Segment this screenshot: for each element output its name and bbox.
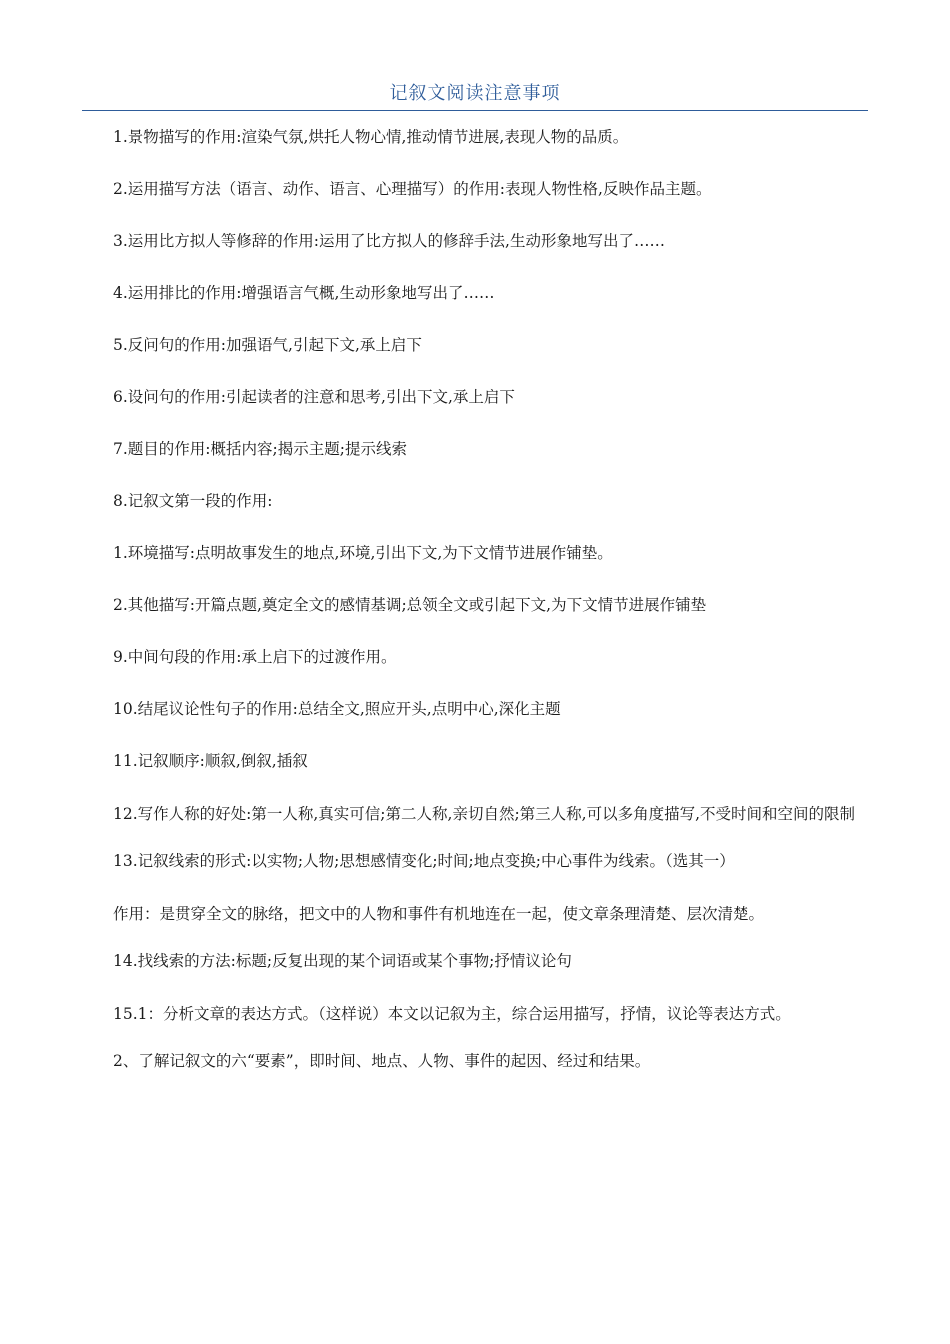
paragraph: 3.运用比方拟人等修辞的作用:运用了比方拟人的修辞手法,生动形象地写出了…… bbox=[113, 232, 665, 250]
paragraph: 作用：是贯穿全文的脉络，把文中的人物和事件有机地连在一起，使文章条理清楚、层次清楚。 bbox=[113, 905, 765, 923]
paragraph: 13.记叙线索的形式:以实物;人物;思想感情变化;时间;地点变换;中心事件为线索。（选其一） bbox=[113, 852, 735, 870]
page-header bbox=[82, 80, 868, 111]
paragraph: 7.题目的作用:概括内容;揭示主题;提示线索 bbox=[113, 440, 407, 458]
paragraph: 2、了解记叙文的六“要素”，即时间、地点、人物、事件的起因、经过和结果。 bbox=[113, 1052, 651, 1070]
paragraph: 14.找线索的方法:标题;反复出现的某个词语或某个事物;抒情议论句 bbox=[113, 952, 572, 970]
paragraph: 11.记叙顺序:顺叙,倒叙,插叙 bbox=[113, 752, 308, 770]
paragraph: 5.反问句的作用:加强语气,引起下文,承上启下 bbox=[113, 336, 422, 354]
paragraph: 1.景物描写的作用:渲染气氛,烘托人物心情,推动情节进展,表现人物的品质。 bbox=[113, 128, 629, 146]
paragraph: 1.环境描写:点明故事发生的地点,环境,引出下文,为下文情节进展作铺垫。 bbox=[113, 544, 613, 562]
paragraph: 2.其他描写:开篇点题,奠定全文的感情基调;总领全文或引起下文,为下文情节进展作铺垫 bbox=[113, 596, 707, 614]
paragraph: 2.运用描写方法（语言、动作、语言、心理描写）的作用:表现人物性格,反映作品主题。 bbox=[113, 180, 712, 198]
paragraph: 15.1：分析文章的表达方式。（这样说）本文以记叙为主，综合运用描写，抒情，议论等表达方式。 bbox=[113, 1005, 791, 1023]
paragraph: 10.结尾议论性句子的作用:总结全文,照应开头,点明中心,深化主题 bbox=[113, 700, 561, 718]
paragraph: 6.设问句的作用:引起读者的注意和思考,引出下文,承上启下 bbox=[113, 388, 515, 406]
document-body bbox=[82, 123, 862, 1099]
paragraph: 9.中间句段的作用:承上启下的过渡作用。 bbox=[113, 648, 397, 666]
paragraph: 12.写作人称的好处:第一人称,真实可信;第二人称,亲切自然;第三人称,可以多角度描写,不受时间和空间的限制 bbox=[113, 805, 856, 823]
document-title: 记叙文阅读注意事项 bbox=[389, 83, 561, 104]
paragraph: 4.运用排比的作用:增强语言气概,生动形象地写出了…… bbox=[113, 284, 495, 302]
paragraph: 8.记叙文第一段的作用: bbox=[113, 492, 273, 510]
